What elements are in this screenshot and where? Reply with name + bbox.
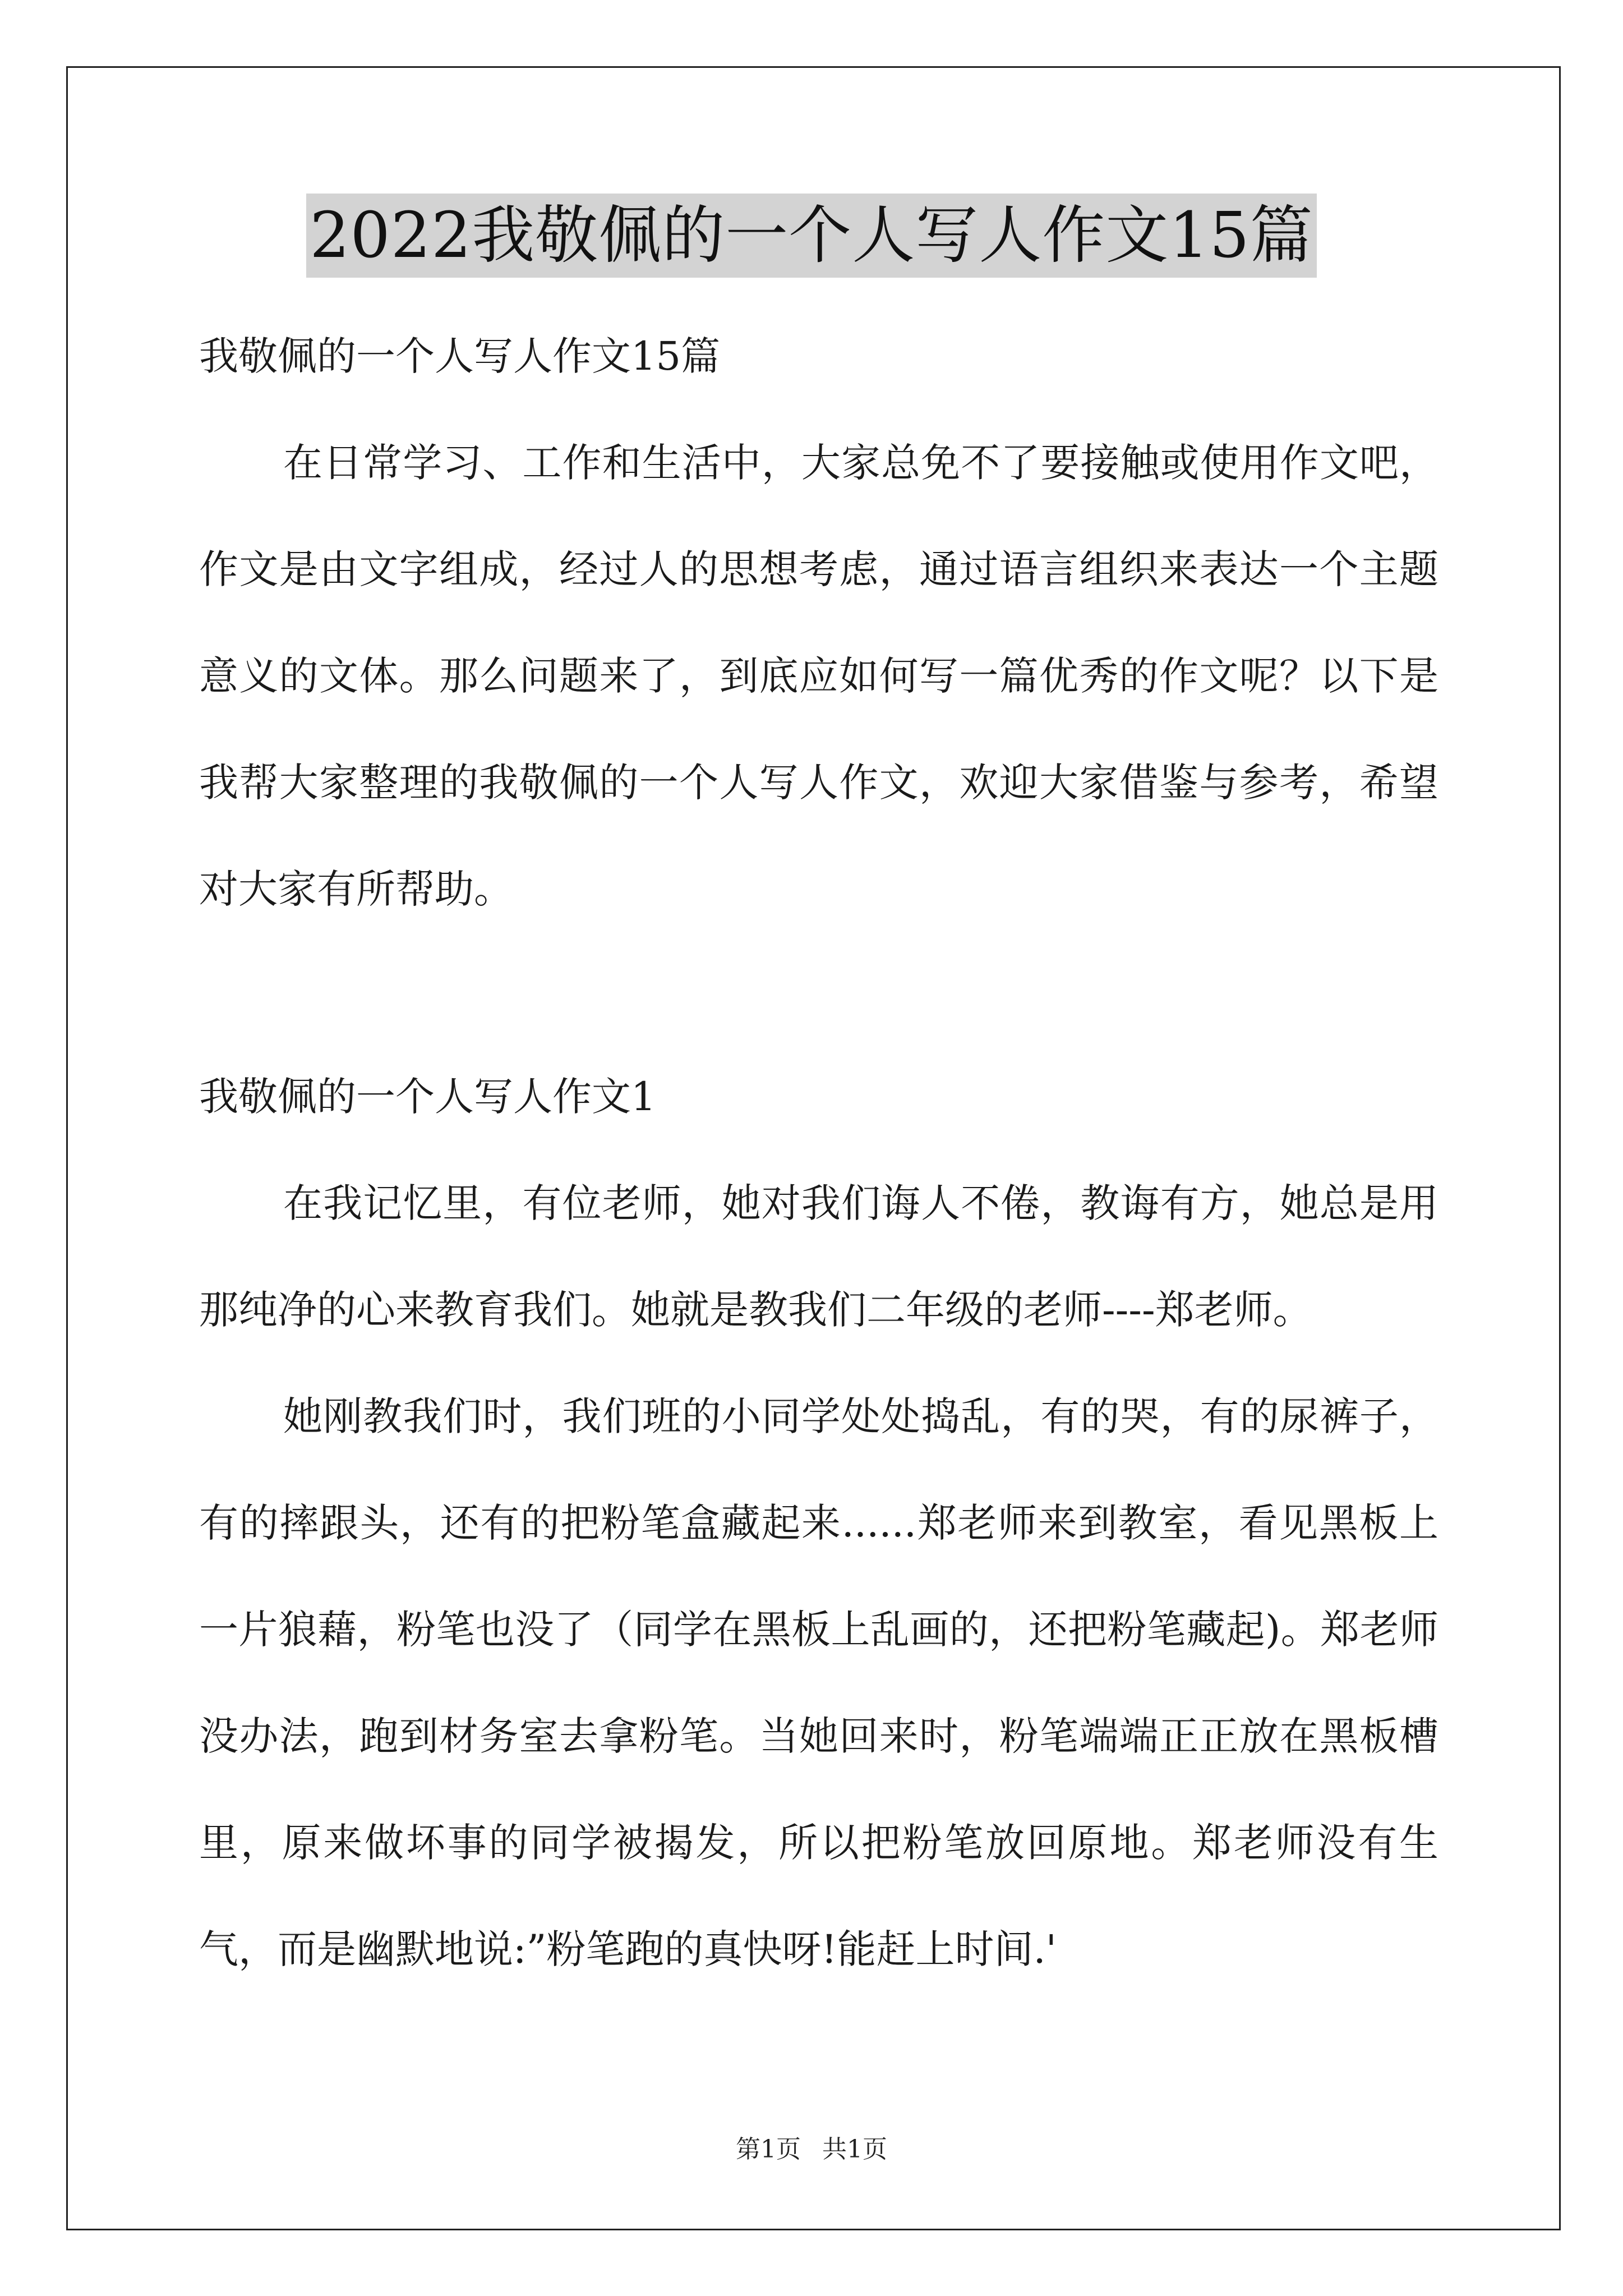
document-body <box>199 303 1438 2003</box>
page-total: 共1页 <box>822 2135 887 2164</box>
intro-paragraph: 在日常学习、工作和生活中，大家总免不了要接触或使用作文吧，作文是由文字组成，经过人的思想考虑，通过语言组织来表达一个主题意义的文体。那么问题来了，到底应如何写一篇优秀的作文呢？以下是我帮大家整理的我敬佩的一个人写人作文，欢迎大家借鉴与参考，希望对大家有所帮助。 <box>199 440 1438 912</box>
title-container <box>0 194 1623 278</box>
section-heading: 我敬佩的一个人写人作文1 <box>199 1074 656 1120</box>
document-subtitle: 我敬佩的一个人写人作文15篇 <box>199 333 721 379</box>
document-title: 2022我敬佩的一个人写人作文15篇 <box>306 194 1317 278</box>
page-footer <box>0 2129 1623 2165</box>
page-number: 第1页 <box>736 2135 801 2164</box>
section-spacer <box>199 942 1438 1043</box>
section-paragraph-2: 她刚教我们时，我们班的小同学处处捣乱，有的哭，有的尿裤子，有的摔跟头，还有的把粉笔盒藏起来......郑老师来到教室，看见黑板上一片狼藉，粉笔也没了（同学在黑板上乱画的，还把粉笔藏起)。郑老师没办法，跑到材务室去拿粉笔。当她回来时，粉笔端端正正放在黑板槽里，原来做坏事的同学被揭发，所以把粉笔放回原地。郑老师没有生气，而是幽默地说:”粉笔跑的真快呀!能赶上时间.' <box>199 1393 1438 1972</box>
section-paragraph-1: 在我记忆里，有位老师，她对我们诲人不倦，教诲有方，她总是用那纯净的心来教育我们。她就是教我们二年级的老师----郑老师。 <box>199 1180 1438 1333</box>
